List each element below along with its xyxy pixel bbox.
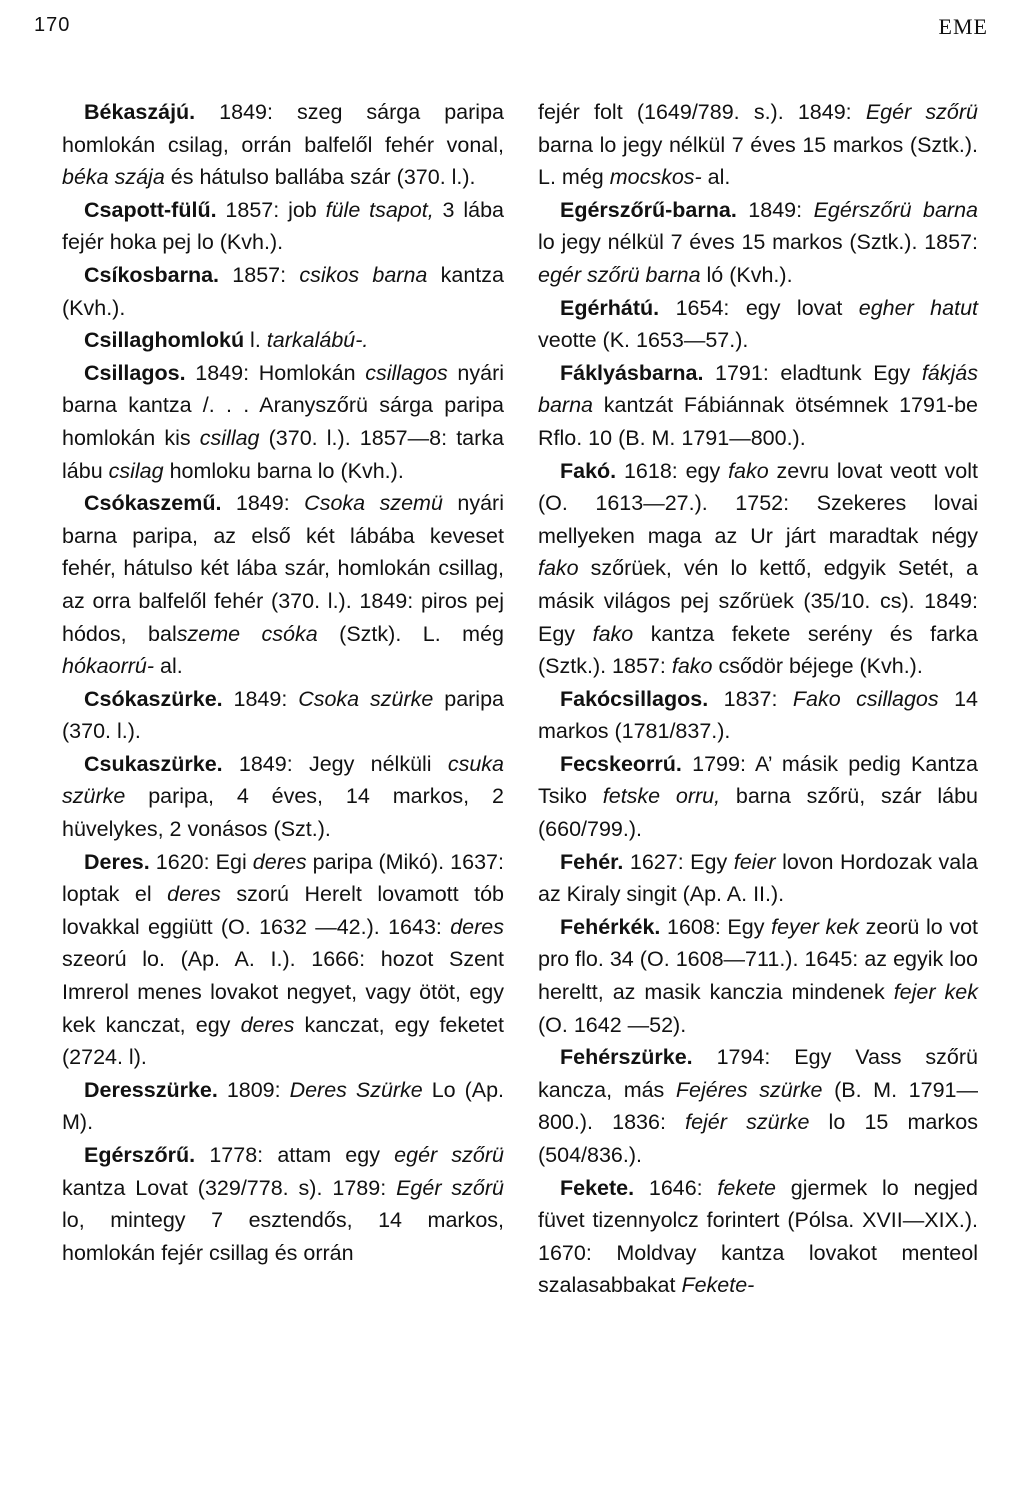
dictionary-entry xyxy=(538,1172,978,1302)
entry-quote-italic: Egér szőrü xyxy=(396,1175,505,1200)
entry-headword: Csillagos. xyxy=(84,360,186,385)
entry-quote-italic: egher hatut xyxy=(858,295,979,320)
entry-text: nyári barna kantza /. . . Aranyszőrü sárga paripa homlokán kis xyxy=(62,360,504,450)
entry-text: 1849: xyxy=(222,686,299,711)
dictionary-entry xyxy=(538,96,978,194)
entry-headword: Fakó. xyxy=(560,458,617,483)
entry-quote-italic: csilag xyxy=(108,458,164,483)
entry-text: (Sztk). L. még xyxy=(317,621,504,646)
dictionary-entry xyxy=(538,194,978,292)
entry-quote-italic: egér szőrü xyxy=(394,1143,504,1167)
entry-quote-italic: füle tsapot, xyxy=(325,197,434,222)
entry-text: fejér folt (1649/789. s.). 1849: xyxy=(538,100,866,124)
entry-headword: Egérszőrű. xyxy=(84,1143,196,1167)
entry-text: 3 lába fejér hoka pej lo (Kvh.). xyxy=(62,197,504,255)
entry-headword: Csókaszemű. xyxy=(84,491,222,516)
entry-text: homloku barna lo (Kvh.). xyxy=(163,458,404,483)
entry-text: lo 15 markos (504/836.). xyxy=(538,1110,978,1167)
dictionary-entry xyxy=(538,748,978,846)
dictionary-entry xyxy=(62,748,504,846)
entry-headword: Egérszőrű-barna. xyxy=(560,197,737,222)
dictionary-entry xyxy=(62,1074,504,1139)
entry-headword: Csókaszürke. xyxy=(84,686,223,711)
entry-headword: Fehérkék. xyxy=(560,914,661,939)
entry-text: (370. l.). 1857—8: tarka lábu xyxy=(62,425,504,483)
entry-headword: Fekete. xyxy=(560,1175,635,1200)
entry-text: 1627: Egy xyxy=(623,849,734,874)
entry-text: és hátulso ballába szár (370. l.). xyxy=(164,165,476,190)
entry-text: (B. M. 1791—800.). 1836: xyxy=(538,1077,978,1135)
entry-text: kantza (Kvh.). xyxy=(62,262,504,320)
entry-text: szőrüek, vén lo kettő, edgyik Setét, a másik világos pej szőrüek (35/10. cs). 1849: Egy xyxy=(538,556,978,646)
dictionary-entry xyxy=(538,911,978,1041)
entry-quote-italic: Csoka szürke xyxy=(298,686,434,711)
entry-text: szorú Herelt lovamott tób lovakkal eggiütt (O. 1632 —42.). 1643: xyxy=(62,882,504,939)
entry-text: 1837: xyxy=(708,686,793,711)
entry-headword: Fehérszürke. xyxy=(560,1045,693,1070)
entry-text: lo jegy nélkül 7 éves 15 markos (Sztk.). 1857: xyxy=(538,230,978,255)
entry-text: 1620: Egi xyxy=(149,849,253,874)
entry-quote-italic: Egérszőrü barna xyxy=(813,197,979,222)
left-column xyxy=(62,96,504,1269)
entry-headword: Csillaghomlokú xyxy=(84,328,245,353)
dictionary-entry xyxy=(538,455,978,683)
entry-text: gjermek lo negjed füvet tizennyolcz forintert (Pólsa. XVII—XIX.). 1670: Moldvay kantza lovakot menteol szalasabbakat xyxy=(538,1175,979,1298)
entry-quote-italic: fetske orru, xyxy=(602,784,721,809)
entry-headword: Békaszájú. xyxy=(84,100,196,124)
dictionary-entry xyxy=(538,683,978,748)
entry-text: szeorú lo. (Ap. A. I.). 1666: hozot Szent Imrerol menes lovakot negyet, vagy ötöt, egy kek kanczat, egy xyxy=(62,947,504,1037)
entry-text: csődör béjege (Kvh.). xyxy=(712,654,923,679)
entry-headword: Csíkosbarna. xyxy=(84,262,220,287)
entry-headword: Fecskeorrú. xyxy=(560,751,682,776)
entry-quote-italic: Fekete- xyxy=(681,1273,755,1298)
entry-quote-italic: Fako csillagos xyxy=(792,686,939,711)
entry-quote-italic: fákjás barna xyxy=(538,360,978,418)
entry-text: zevru lovat veott volt (O. 1613—27.). 1752: Szekeres lovai mellyeken maga az Ur járt maradtak négy xyxy=(538,458,979,548)
entry-text: lovon Hordozak vala az Kiraly singit (Ap. A. II.). xyxy=(538,849,978,907)
entry-quote-italic: csuka szürke xyxy=(62,751,504,809)
entry-text: 1778: attam egy xyxy=(195,1143,395,1167)
entry-text: zeorü lo vot pro flo. 34 (O. 1608—711.). 1645: az egyik loo hereltt, az masik kanczia mindenek xyxy=(538,914,978,1005)
entry-quote-italic: feyer kek xyxy=(771,914,859,939)
entry-quote-italic: egér szőrü barna xyxy=(538,262,701,287)
entry-quote-italic: fejér szürke xyxy=(685,1110,810,1135)
entry-text: barna lo jegy nélkül 7 éves 15 markos (Sztk.). L. még xyxy=(538,132,978,190)
entry-text: 1857: xyxy=(219,262,300,287)
entry-quote-italic: fejer kek xyxy=(893,980,978,1005)
entry-quote-italic: csillagos xyxy=(365,360,448,385)
entry-text: 1849: Homlokán xyxy=(185,360,366,385)
entry-text: lo, mintegy 7 esztendős, 14 markos, homlokán fejér csillag és orrán xyxy=(62,1208,504,1265)
entry-quote-italic: tarkalábú-. xyxy=(266,328,369,353)
dictionary-entry xyxy=(62,194,504,259)
entry-quote-italic: deres xyxy=(450,914,504,939)
entry-quote-italic: csikos barna xyxy=(299,262,428,287)
entry-text: 1849: szeg sárga paripa homlokán csilag, orrán balfelől fehér vonal, xyxy=(62,100,504,157)
entry-text: barna szőrü, szár lábu (660/799.). xyxy=(538,784,978,842)
entry-quote-italic: deres xyxy=(252,849,307,874)
entry-quote-italic: fako xyxy=(592,621,634,646)
dictionary-entry xyxy=(62,357,504,487)
entry-text: 1794: Egy Vass szőrü kancza, más xyxy=(538,1045,978,1102)
entry-text: 1849: Jegy nélküli xyxy=(222,751,448,776)
entry-text: kantza fekete serény és farka (Sztk.). 1857: xyxy=(538,621,978,679)
entry-text: kanczat, egy feketet (2724. l). xyxy=(62,1012,504,1070)
entry-text: ló (Kvh.). xyxy=(700,262,793,287)
entry-text: 1608: Egy xyxy=(660,914,772,939)
dictionary-entry xyxy=(62,683,504,748)
entry-text: paripa (Mikó). 1637: loptak el xyxy=(62,849,504,907)
entry-text: 1654: egy lovat xyxy=(659,295,859,320)
entry-text: (O. 1642 —52). xyxy=(538,1012,687,1037)
entry-text: 1618: egy xyxy=(616,458,729,483)
entry-headword: Fáklyásbarna. xyxy=(560,360,704,385)
entry-text: 1799: A’ másik pedig Kantza Tsiko xyxy=(538,751,978,809)
entry-quote-italic: feier xyxy=(733,849,776,874)
dictionary-entry xyxy=(538,292,978,357)
entry-text: paripa, 4 éves, 14 markos, 2 hüvelykes, 2 vonásos (Szt.). xyxy=(62,784,504,842)
entry-text: Lo (Ap. M). xyxy=(62,1077,505,1135)
entry-quote-italic: szeme csóka xyxy=(176,621,318,646)
entry-headword: Csapott-fülű. xyxy=(84,197,217,222)
entry-text: veotte (K. 1653—57.). xyxy=(538,328,749,353)
dictionary-entry xyxy=(62,324,504,357)
dictionary-entry xyxy=(62,1139,504,1269)
entry-headword: Fakócsillagos. xyxy=(560,686,709,711)
entry-quote-italic: deres xyxy=(167,882,221,907)
entry-quote-italic: hókaorrú- xyxy=(62,654,155,679)
entry-text: kantza Lovat (329/778. s). 1789: xyxy=(62,1175,397,1200)
entry-text: al. xyxy=(154,654,183,679)
entry-headword: Deres. xyxy=(84,849,150,874)
entry-headword: Egérhátú. xyxy=(560,295,660,320)
dictionary-entry xyxy=(62,96,504,194)
dictionary-entry xyxy=(538,846,978,911)
entry-quote-italic: csillag xyxy=(199,425,260,450)
entry-quote-italic: fako xyxy=(538,556,579,581)
entry-quote-italic: béka szája xyxy=(62,165,165,190)
right-column xyxy=(538,96,978,1302)
entry-text: l. xyxy=(244,328,267,353)
entry-quote-italic: Csoka szemü xyxy=(304,491,443,516)
entry-quote-italic: Fejéres szürke xyxy=(675,1077,823,1102)
entry-text: 1809: xyxy=(217,1077,290,1102)
dictionary-entry xyxy=(62,846,504,1074)
entry-headword: Deresszürke. xyxy=(84,1077,218,1102)
entry-text: 1849: xyxy=(736,197,814,222)
entry-quote-italic: Egér szőrü xyxy=(865,100,978,124)
dictionary-entry xyxy=(538,357,978,455)
dictionary-entry xyxy=(538,1041,978,1171)
entry-text: nyári barna paripa, az első két lábába keveset fehér, hátulso két lába szár, homlokán csillag, az orra balfelől fehér (370. l.). 1849: piros pej hódos, bal xyxy=(62,491,504,646)
page-number: 170 xyxy=(34,14,71,36)
dictionary-entry xyxy=(62,259,504,324)
entry-quote-italic: mocskos- xyxy=(609,165,702,190)
entry-text: 1646: xyxy=(634,1175,718,1200)
entry-quote-italic: fekete xyxy=(717,1175,776,1200)
entry-text: al. xyxy=(701,165,731,190)
publisher-mark: EME xyxy=(938,14,988,39)
entry-text: kantzát Fábiánnak ötsémnek 1791-be Rflo. 10 (B. M. 1791—800.). xyxy=(538,393,978,450)
entry-quote-italic: fako xyxy=(728,458,769,483)
entry-text: paripa (370. l.). xyxy=(62,686,505,744)
entry-quote-italic: fako xyxy=(671,654,713,679)
entry-headword: Csukaszürke. xyxy=(84,751,223,776)
entry-text: 1857: job xyxy=(216,197,326,222)
entry-headword: Fehér. xyxy=(560,849,624,874)
entry-text: 1849: xyxy=(221,491,305,516)
entry-text: 14 markos (1781/837.). xyxy=(538,686,979,744)
dictionary-entry xyxy=(62,487,504,683)
entry-text: 1791: eladtunk Egy xyxy=(703,360,922,385)
entry-quote-italic: Deres Szürke xyxy=(289,1077,423,1102)
entry-quote-italic: deres xyxy=(240,1012,295,1037)
